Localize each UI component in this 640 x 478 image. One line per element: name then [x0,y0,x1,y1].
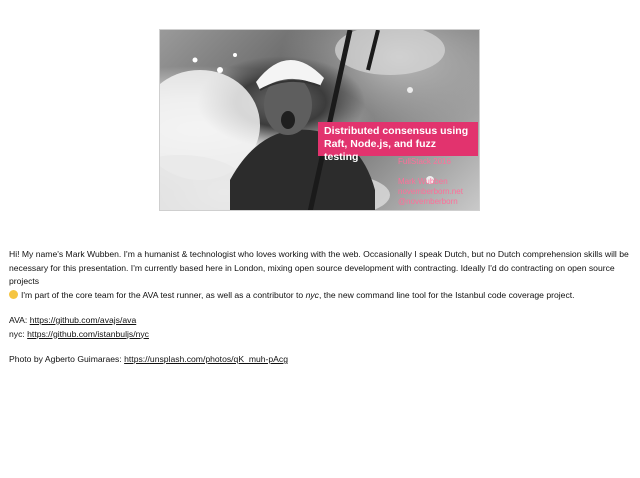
slide-handle: @novemberborn [398,197,458,206]
notes-intro-line-3-post: , the new command line tool for the Istanbul code coverage project. [318,289,575,300]
notes-nyc-emphasis: nyc [305,289,319,300]
ava-link[interactable]: https://github.com/avajs/ava [29,315,137,325]
notes-intro-line-3-pre: I'm part of the core team for the AVA test runner, as well as a contributor to [21,289,306,300]
photo-link[interactable]: https://unsplash.com/photos/qK_muh-pAcg [124,354,288,364]
notes-intro-line-3 [9,289,631,303]
photo-credit-label: Photo by Agberto Guimaraes: [9,354,125,364]
notes-intro-line-2: necessary for this presentation. I'm currently based here in London, mixing open source development with contracting. Ideally I'd do contracting on open source projects [9,262,615,286]
notes-photo-credit [9,353,631,367]
nyc-link[interactable]: https://github.com/istanbuljs/nyc [27,328,149,339]
slide-author: Mark Wubben [398,177,448,186]
slide-title-line-1: Distributed consensus using [324,125,469,137]
smiling-face-icon [9,290,18,299]
ava-label: AVA: [9,315,30,325]
speaker-notes [9,248,631,367]
slide-event: FullStack 2016 [398,157,451,166]
slide-title-line-2: Raft, Node.js, and fuzz testing [324,138,437,163]
slide-site: novemberborn.net [398,187,463,196]
nyc-label: nyc: [9,328,28,339]
slide-thumbnail [159,29,480,211]
notes-nyc-line [9,328,631,342]
notes-ava-line [9,314,631,328]
notes-intro-line-1: Hi! My name's Mark Wubben. I'm a humanist & technologist who loves working with the web. Occasionally I speak Dutch, but no Dutch comprehension skills will be [9,249,629,259]
